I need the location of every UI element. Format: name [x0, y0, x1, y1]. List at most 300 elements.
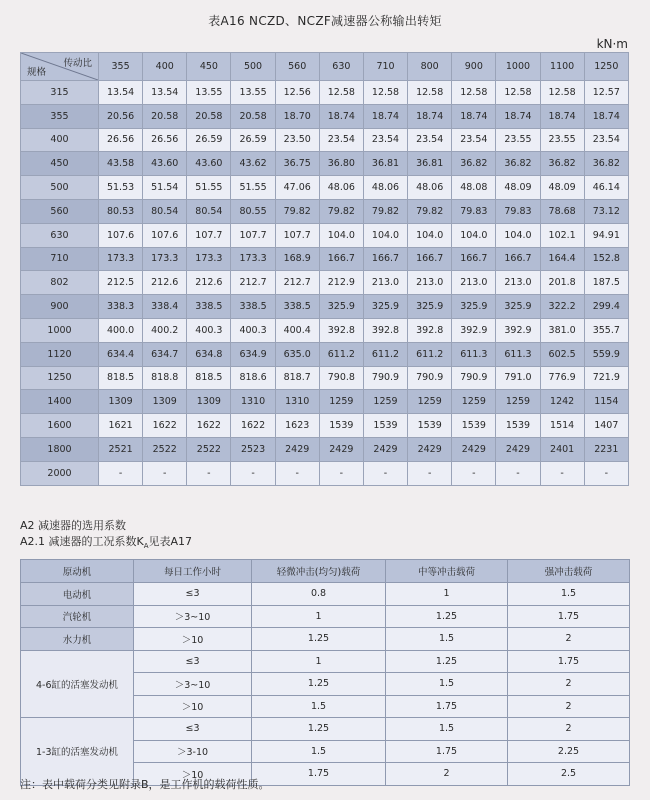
torque-value: 790.8	[319, 366, 363, 390]
torque-value: 48.06	[408, 176, 452, 200]
torque-value: 559.9	[584, 342, 628, 366]
torque-value: 212.7	[275, 271, 319, 295]
ratio-header: 1000	[496, 53, 540, 81]
factor-header: 强冲击载荷	[508, 560, 630, 583]
torque-value: 1539	[452, 414, 496, 438]
spec-label: 1600	[21, 414, 99, 438]
heavy-cell: 1.5	[508, 583, 630, 606]
torque-value: 18.74	[363, 104, 407, 128]
hours-cell: ＞10	[134, 628, 252, 651]
torque-value: 392.8	[408, 318, 452, 342]
torque-value: 325.9	[496, 295, 540, 319]
table-row	[21, 628, 630, 651]
torque-value: -	[363, 461, 407, 485]
torque-value: 79.82	[408, 199, 452, 223]
torque-value: 1259	[496, 390, 540, 414]
torque-value: 23.54	[408, 128, 452, 152]
torque-value: 1621	[99, 414, 143, 438]
torque-value: 2429	[363, 437, 407, 461]
torque-value: 79.82	[275, 199, 319, 223]
torque-value: 104.0	[363, 223, 407, 247]
torque-value: 355.7	[584, 318, 628, 342]
torque-value: 12.56	[275, 81, 319, 105]
torque-value: 818.6	[231, 366, 275, 390]
table-row	[21, 176, 629, 200]
torque-value: 80.54	[143, 199, 187, 223]
hours-cell: ＞3~10	[134, 605, 252, 628]
medium-cell: 2	[386, 763, 508, 786]
torque-value: 107.6	[99, 223, 143, 247]
torque-value: 1514	[540, 414, 584, 438]
torque-value: 392.9	[496, 318, 540, 342]
table-row	[21, 718, 630, 741]
torque-value: 1310	[231, 390, 275, 414]
torque-value: -	[99, 461, 143, 485]
table-row	[21, 390, 629, 414]
torque-value: 1622	[187, 414, 231, 438]
torque-value: 78.68	[540, 199, 584, 223]
torque-value: 18.74	[408, 104, 452, 128]
torque-value: -	[275, 461, 319, 485]
medium-cell: 1.75	[386, 740, 508, 763]
torque-value: -	[408, 461, 452, 485]
torque-value: 18.74	[584, 104, 628, 128]
torque-value: 166.7	[496, 247, 540, 271]
corner-cell	[21, 53, 99, 81]
table-row	[21, 81, 629, 105]
hours-cell: ＞3~10	[134, 673, 252, 696]
spec-label: 1250	[21, 366, 99, 390]
torque-value: 1310	[275, 390, 319, 414]
torque-value: 173.3	[187, 247, 231, 271]
hours-cell: ＞3-10	[134, 740, 252, 763]
torque-value: 322.2	[540, 295, 584, 319]
torque-value: 13.54	[99, 81, 143, 105]
torque-value: 107.7	[231, 223, 275, 247]
torque-value: 213.0	[452, 271, 496, 295]
torque-value: 213.0	[363, 271, 407, 295]
service-factor-header	[21, 560, 630, 583]
torque-value: 1539	[363, 414, 407, 438]
torque-value: 12.58	[452, 81, 496, 105]
torque-value: 2521	[99, 437, 143, 461]
torque-value: 79.83	[452, 199, 496, 223]
spec-label: 710	[21, 247, 99, 271]
torque-value: 1407	[584, 414, 628, 438]
torque-value: 1622	[143, 414, 187, 438]
medium-cell: 1.5	[386, 673, 508, 696]
heavy-cell: 2.5	[508, 763, 630, 786]
table-row	[21, 342, 629, 366]
table-row	[21, 583, 630, 606]
torque-value: 20.58	[187, 104, 231, 128]
table-row	[21, 128, 629, 152]
torque-value: 51.54	[143, 176, 187, 200]
torque-value: 23.55	[540, 128, 584, 152]
ratio-header: 1100	[540, 53, 584, 81]
section-a21-text: A2.1 减速器的工况系数K	[20, 535, 144, 548]
torque-value: 94.91	[584, 223, 628, 247]
factor-header: 每日工作小时	[134, 560, 252, 583]
torque-value: 1539	[319, 414, 363, 438]
spec-label: 900	[21, 295, 99, 319]
torque-value: 2429	[452, 437, 496, 461]
torque-value: 338.5	[275, 295, 319, 319]
torque-value: 20.58	[143, 104, 187, 128]
light-cell: 1.25	[252, 673, 386, 696]
torque-value: 338.3	[99, 295, 143, 319]
medium-cell: 1.5	[386, 628, 508, 651]
table-row	[21, 650, 630, 673]
medium-cell: 1.75	[386, 695, 508, 718]
torque-value: 173.3	[143, 247, 187, 271]
torque-value: 400.0	[99, 318, 143, 342]
torque-value: 18.74	[496, 104, 540, 128]
torque-value: 23.54	[584, 128, 628, 152]
torque-value: 80.53	[99, 199, 143, 223]
torque-value: 338.4	[143, 295, 187, 319]
torque-value: 212.6	[143, 271, 187, 295]
torque-value: 790.9	[452, 366, 496, 390]
torque-value: 635.0	[275, 342, 319, 366]
torque-value: 46.14	[584, 176, 628, 200]
torque-value: 12.58	[540, 81, 584, 105]
torque-value: 20.58	[231, 104, 275, 128]
torque-value: 1309	[99, 390, 143, 414]
torque-value: 1259	[452, 390, 496, 414]
torque-value: 212.7	[231, 271, 275, 295]
torque-value: 721.9	[584, 366, 628, 390]
torque-value: 79.83	[496, 199, 540, 223]
light-cell: 1	[252, 605, 386, 628]
torque-value: 51.55	[231, 176, 275, 200]
torque-value: 776.9	[540, 366, 584, 390]
torque-value: 213.0	[496, 271, 540, 295]
section-heading-a2: A2 减速器的选用系数	[20, 519, 127, 532]
torque-value: 36.81	[408, 152, 452, 176]
torque-value: 611.3	[496, 342, 540, 366]
torque-value: 173.3	[99, 247, 143, 271]
medium-cell: 1.25	[386, 605, 508, 628]
ratio-header: 800	[408, 53, 452, 81]
ratio-header: 1250	[584, 53, 628, 81]
table-row	[21, 295, 629, 319]
torque-value: 48.06	[319, 176, 363, 200]
torque-value: 2231	[584, 437, 628, 461]
torque-value: 325.9	[319, 295, 363, 319]
factor-header: 轻微冲击(均匀)载荷	[252, 560, 386, 583]
torque-value: 611.2	[363, 342, 407, 366]
torque-value: 2401	[540, 437, 584, 461]
spec-label: 1400	[21, 390, 99, 414]
torque-value: 48.06	[363, 176, 407, 200]
unit-label: kN·m	[596, 37, 628, 51]
torque-value: 43.60	[187, 152, 231, 176]
torque-value: 213.0	[408, 271, 452, 295]
torque-value: 13.54	[143, 81, 187, 105]
torque-value: 791.0	[496, 366, 540, 390]
torque-value: 166.7	[408, 247, 452, 271]
ratio-header: 500	[231, 53, 275, 81]
torque-value: 2522	[187, 437, 231, 461]
section-a21-subscript: A	[143, 542, 149, 551]
torque-value: 47.06	[275, 176, 319, 200]
factor-header: 原动机	[21, 560, 134, 583]
torque-value: 104.0	[496, 223, 540, 247]
spec-label: 2000	[21, 461, 99, 485]
torque-value: 12.57	[584, 81, 628, 105]
torque-value: 36.82	[452, 152, 496, 176]
torque-value: 26.59	[231, 128, 275, 152]
table-row	[21, 104, 629, 128]
torque-value: 36.82	[496, 152, 540, 176]
torque-value: 790.9	[363, 366, 407, 390]
torque-value: 634.4	[99, 342, 143, 366]
spec-label: 1800	[21, 437, 99, 461]
torque-value: 634.7	[143, 342, 187, 366]
torque-value: 1242	[540, 390, 584, 414]
corner-ratio-label: 传动比	[63, 58, 92, 69]
torque-value: 338.5	[231, 295, 275, 319]
torque-value: 168.9	[275, 247, 319, 271]
service-factor-table	[20, 559, 630, 786]
torque-value: 187.5	[584, 271, 628, 295]
torque-value: 790.9	[408, 366, 452, 390]
torque-value: -	[143, 461, 187, 485]
torque-value: 400.3	[187, 318, 231, 342]
torque-value: 611.3	[452, 342, 496, 366]
prime-mover: 1-3缸的活塞发动机	[21, 718, 134, 786]
torque-value: 79.82	[363, 199, 407, 223]
torque-value: 212.5	[99, 271, 143, 295]
prime-mover: 4-6缸的活塞发动机	[21, 650, 134, 718]
table-row	[21, 271, 629, 295]
light-cell: 1.75	[252, 763, 386, 786]
torque-value: 166.7	[363, 247, 407, 271]
ratio-header: 400	[143, 53, 187, 81]
torque-value: 13.55	[231, 81, 275, 105]
ratio-header: 450	[187, 53, 231, 81]
hours-cell: ≤3	[134, 583, 252, 606]
prime-mover: 电动机	[21, 583, 134, 606]
torque-value: 2429	[496, 437, 540, 461]
torque-value: 102.1	[540, 223, 584, 247]
torque-value: 79.82	[319, 199, 363, 223]
torque-value: 51.53	[99, 176, 143, 200]
torque-value: 2429	[275, 437, 319, 461]
table-row	[21, 605, 630, 628]
torque-value: -	[231, 461, 275, 485]
torque-value: 26.59	[187, 128, 231, 152]
ratio-header: 710	[363, 53, 407, 81]
torque-value: 164.4	[540, 247, 584, 271]
torque-value: 634.9	[231, 342, 275, 366]
torque-value: 1309	[187, 390, 231, 414]
prime-mover: 汽轮机	[21, 605, 134, 628]
torque-value: 299.4	[584, 295, 628, 319]
torque-value: 1259	[319, 390, 363, 414]
torque-value: 80.54	[187, 199, 231, 223]
table-row	[21, 318, 629, 342]
torque-value: 1539	[408, 414, 452, 438]
torque-value: 818.5	[187, 366, 231, 390]
torque-value: -	[584, 461, 628, 485]
spec-label: 315	[21, 81, 99, 105]
torque-value: -	[540, 461, 584, 485]
footnote: 注：表中载荷分类见附录B，是工作机的载荷性质。	[20, 778, 270, 791]
torque-value: 12.58	[408, 81, 452, 105]
spec-label: 500	[21, 176, 99, 200]
torque-value: 23.54	[452, 128, 496, 152]
table-row	[21, 247, 629, 271]
torque-value: 400.4	[275, 318, 319, 342]
torque-value: 107.7	[187, 223, 231, 247]
spec-label: 355	[21, 104, 99, 128]
torque-value: 104.0	[319, 223, 363, 247]
spec-label: 1000	[21, 318, 99, 342]
ratio-header: 560	[275, 53, 319, 81]
torque-value: 73.12	[584, 199, 628, 223]
heavy-cell: 2	[508, 695, 630, 718]
torque-value: 23.54	[319, 128, 363, 152]
torque-value: 152.8	[584, 247, 628, 271]
torque-value: 166.7	[452, 247, 496, 271]
torque-value: 201.8	[540, 271, 584, 295]
torque-value: 43.60	[143, 152, 187, 176]
torque-value: 400.2	[143, 318, 187, 342]
medium-cell: 1.25	[386, 650, 508, 673]
heavy-cell: 2	[508, 718, 630, 741]
torque-value: 1309	[143, 390, 187, 414]
torque-value: 1622	[231, 414, 275, 438]
light-cell: 1.25	[252, 628, 386, 651]
torque-value: 1259	[408, 390, 452, 414]
torque-value: 36.82	[540, 152, 584, 176]
table-row	[21, 152, 629, 176]
torque-value: 23.50	[275, 128, 319, 152]
torque-value: 2523	[231, 437, 275, 461]
torque-table	[20, 52, 629, 486]
spec-label: 630	[21, 223, 99, 247]
torque-value: -	[187, 461, 231, 485]
torque-value: -	[452, 461, 496, 485]
torque-value: 212.6	[187, 271, 231, 295]
table-row	[21, 414, 629, 438]
torque-value: 36.81	[363, 152, 407, 176]
table-row	[21, 366, 629, 390]
torque-value: 48.09	[540, 176, 584, 200]
torque-value: 12.58	[496, 81, 540, 105]
torque-value: 602.5	[540, 342, 584, 366]
torque-value: 80.55	[231, 199, 275, 223]
torque-value: 107.7	[275, 223, 319, 247]
torque-value: 1154	[584, 390, 628, 414]
torque-value: 104.0	[408, 223, 452, 247]
light-cell: 1.5	[252, 740, 386, 763]
torque-value: 325.9	[363, 295, 407, 319]
torque-value: 2429	[319, 437, 363, 461]
page-title: 表A16 NCZD、NCZF减速器公称输出转矩	[208, 14, 442, 28]
hours-cell: ≤3	[134, 718, 252, 741]
torque-value: 26.56	[143, 128, 187, 152]
torque-value: 400.3	[231, 318, 275, 342]
medium-cell: 1	[386, 583, 508, 606]
torque-value: 392.9	[452, 318, 496, 342]
ratio-header: 900	[452, 53, 496, 81]
hours-cell: ≤3	[134, 650, 252, 673]
torque-table-header	[21, 53, 629, 81]
torque-value: 12.58	[319, 81, 363, 105]
spec-label: 450	[21, 152, 99, 176]
medium-cell: 1.5	[386, 718, 508, 741]
table-row	[21, 461, 629, 485]
torque-value: 18.74	[452, 104, 496, 128]
heavy-cell: 1.75	[508, 605, 630, 628]
torque-value: 23.54	[363, 128, 407, 152]
torque-value: 36.80	[319, 152, 363, 176]
torque-value: 611.2	[408, 342, 452, 366]
heavy-cell: 1.75	[508, 650, 630, 673]
torque-value: 23.55	[496, 128, 540, 152]
torque-value: 611.2	[319, 342, 363, 366]
heavy-cell: 2.25	[508, 740, 630, 763]
torque-value: 166.7	[319, 247, 363, 271]
torque-value: 1539	[496, 414, 540, 438]
torque-value: 43.62	[231, 152, 275, 176]
hours-cell: ＞10	[134, 763, 252, 786]
heavy-cell: 2	[508, 673, 630, 696]
torque-value: 392.8	[363, 318, 407, 342]
section-heading-a21	[20, 533, 192, 550]
ratio-header: 355	[99, 53, 143, 81]
light-cell: 1.25	[252, 718, 386, 741]
torque-value: 51.55	[187, 176, 231, 200]
torque-value: 18.74	[540, 104, 584, 128]
spec-label: 1120	[21, 342, 99, 366]
table-row	[21, 437, 629, 461]
torque-value: 1259	[363, 390, 407, 414]
torque-value: 18.74	[319, 104, 363, 128]
spec-label: 560	[21, 199, 99, 223]
torque-value: 107.6	[143, 223, 187, 247]
torque-value: 12.58	[363, 81, 407, 105]
torque-value: 818.5	[99, 366, 143, 390]
torque-value: 818.8	[143, 366, 187, 390]
spec-label: 802	[21, 271, 99, 295]
ratio-header: 630	[319, 53, 363, 81]
prime-mover: 水力机	[21, 628, 134, 651]
hours-cell: ＞10	[134, 695, 252, 718]
torque-value: 13.55	[187, 81, 231, 105]
light-cell: 1.5	[252, 695, 386, 718]
torque-value: 26.56	[99, 128, 143, 152]
torque-value: 48.09	[496, 176, 540, 200]
torque-value: 2522	[143, 437, 187, 461]
torque-value: 212.9	[319, 271, 363, 295]
corner-spec-label: 规格	[27, 67, 47, 78]
light-cell: 1	[252, 650, 386, 673]
torque-value: 381.0	[540, 318, 584, 342]
torque-value: 325.9	[452, 295, 496, 319]
torque-value: 338.5	[187, 295, 231, 319]
torque-value: 20.56	[99, 104, 143, 128]
heavy-cell: 2	[508, 628, 630, 651]
torque-value: 48.08	[452, 176, 496, 200]
torque-value: 104.0	[452, 223, 496, 247]
torque-value: -	[319, 461, 363, 485]
torque-value: 36.82	[584, 152, 628, 176]
torque-value: 43.58	[99, 152, 143, 176]
